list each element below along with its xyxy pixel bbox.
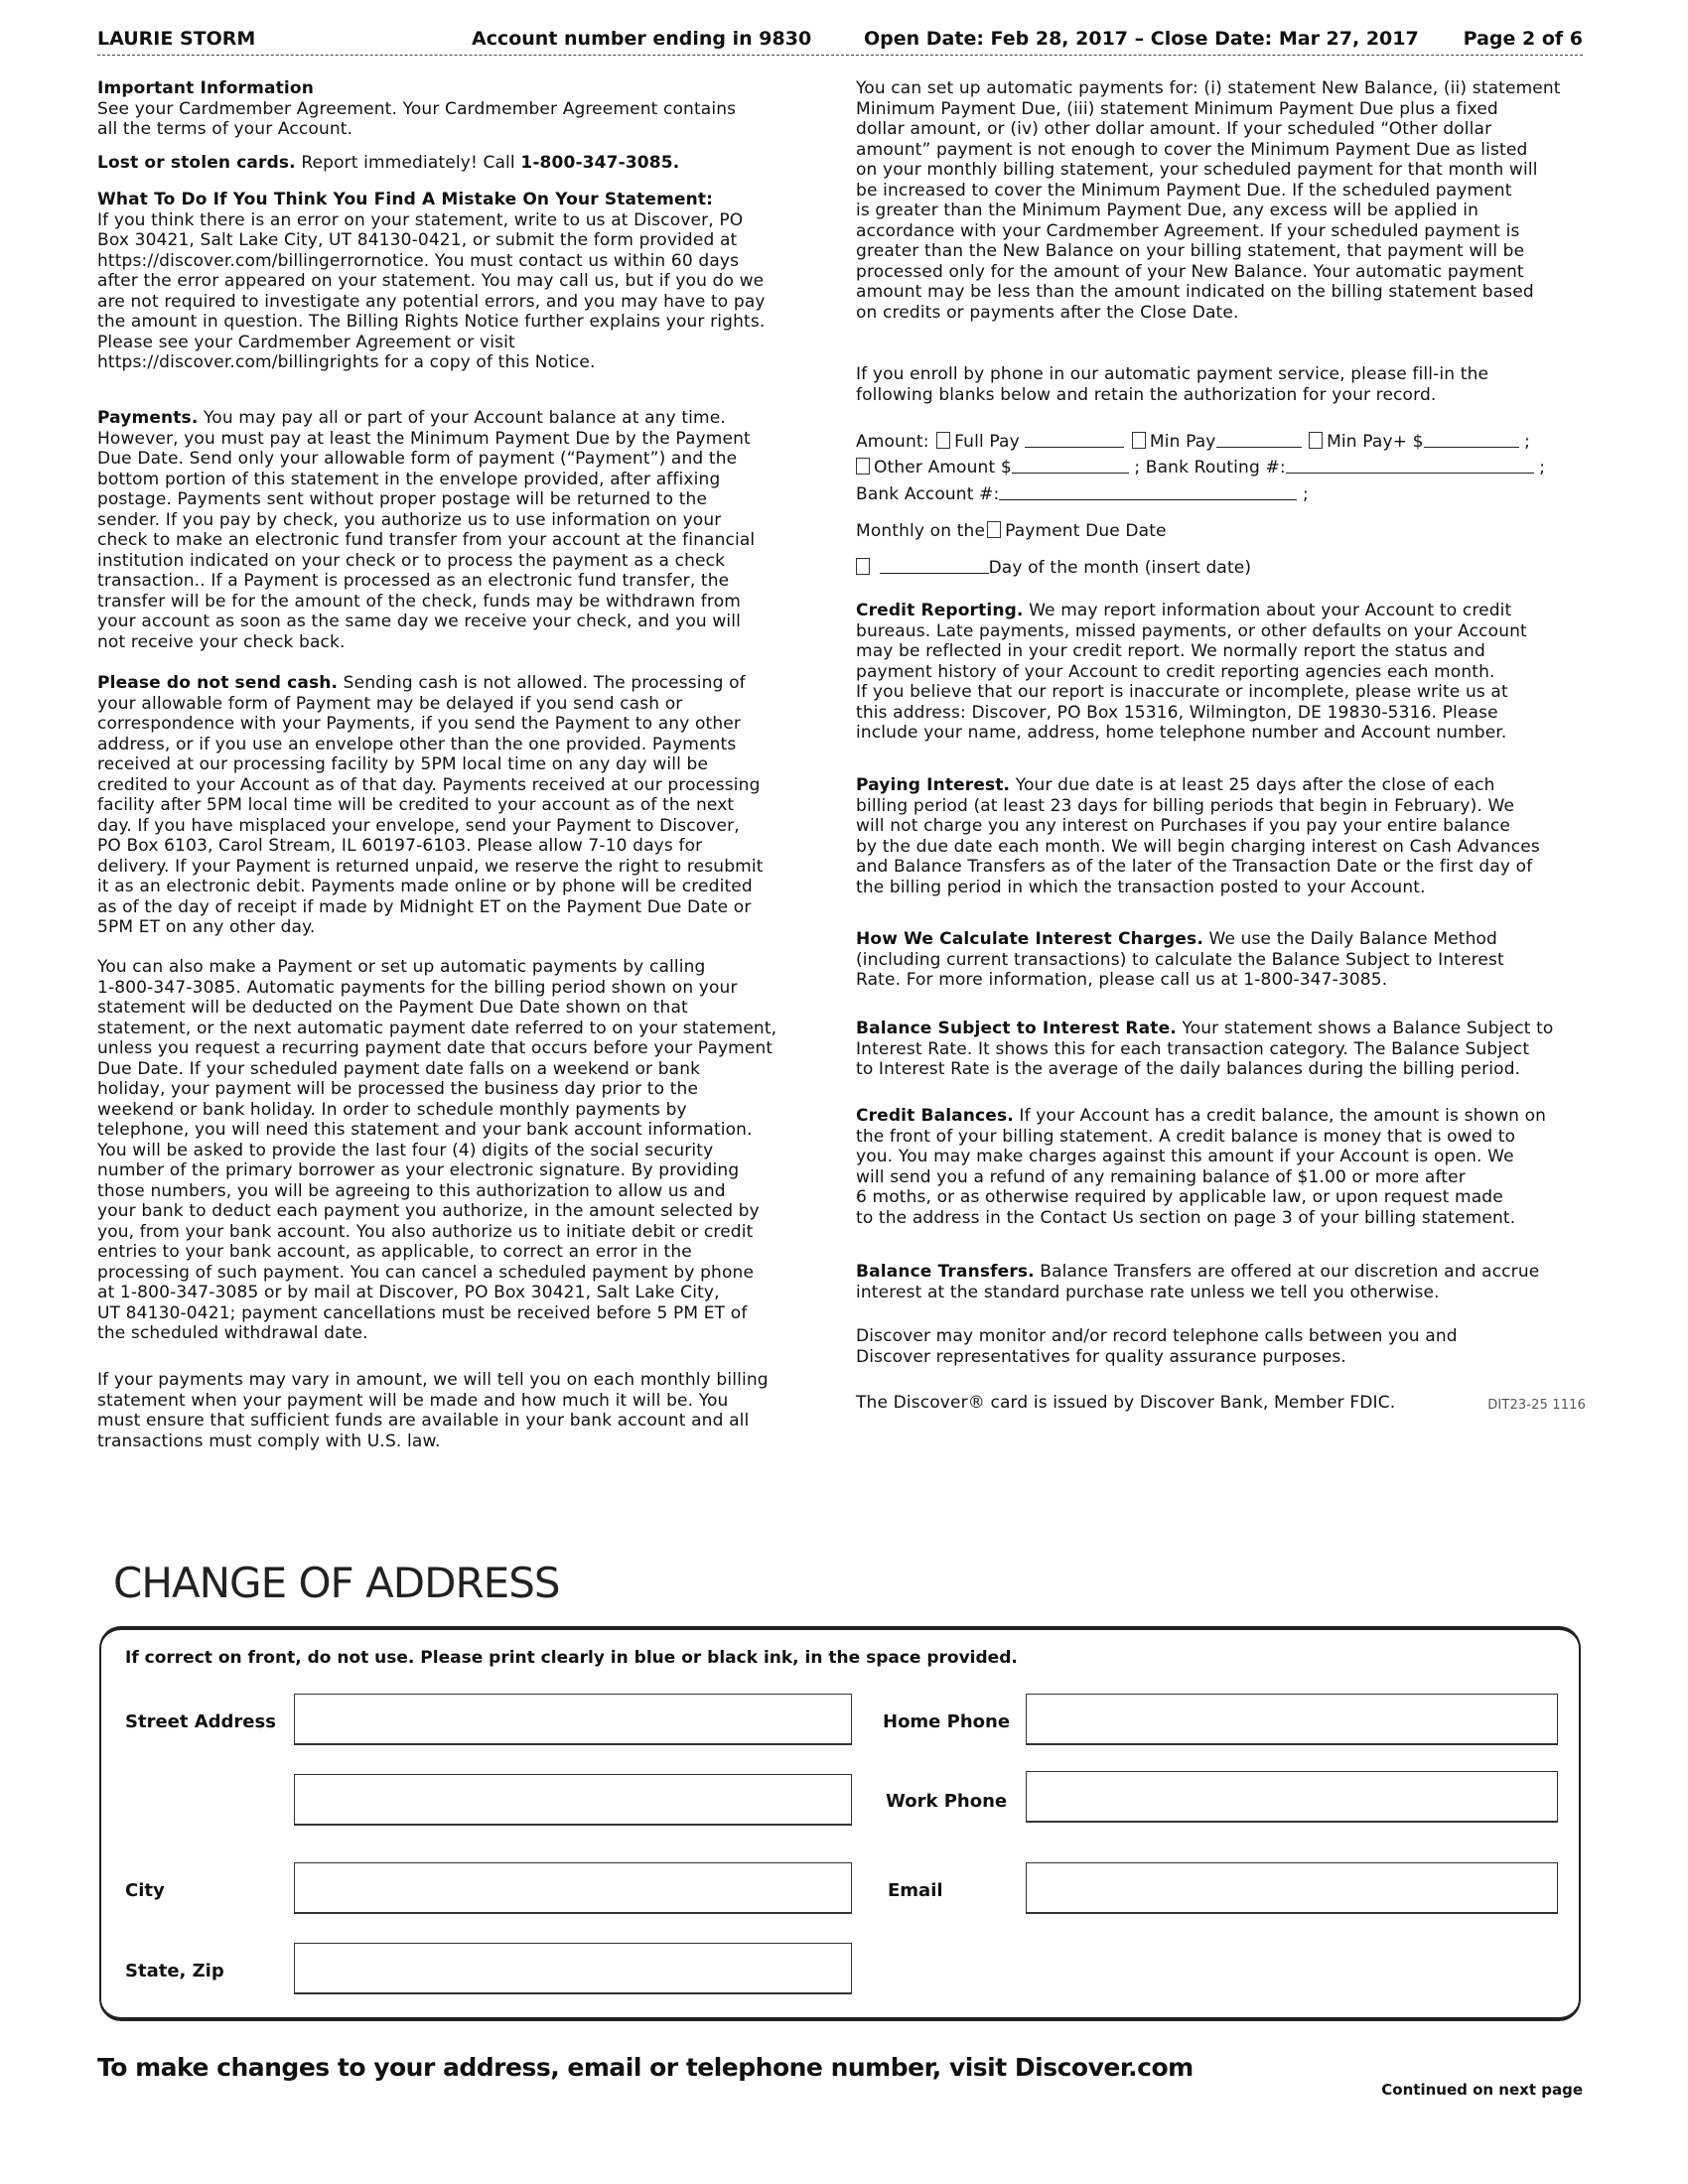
text-line — [97, 312, 822, 333]
line-text: If your Account has a credit balance, the amount is shown on — [1013, 1106, 1547, 1126]
separator: ; — [1524, 432, 1531, 452]
form-instructions: If correct on front, do not use. Please print clearly in blue or black ink, in the space provided. — [125, 1648, 1018, 1668]
issuer-note: The Discover® card is issued by Discover Bank, Member FDIC. — [856, 1393, 1396, 1413]
phone-number: 1-800-347-3085. — [520, 153, 680, 173]
text-line — [856, 775, 1586, 796]
line-text: the amount in question. The Billing Rights Notice further explains your rights. — [97, 312, 766, 332]
street-address-input-1[interactable] — [294, 1694, 852, 1745]
monthly-on-label: Monthly on the — [856, 521, 986, 541]
line-text: after the error appeared on your statement. You may call us, but if you do we — [97, 271, 765, 291]
line-text: statement will be deducted on the Payment Due Date shown on that — [97, 998, 688, 1018]
text-line — [97, 1059, 822, 1080]
line-text: processing of such payment. You can cancel a scheduled payment by phone — [97, 1262, 755, 1283]
line-text: See your Cardmember Agreement. Your Cardmember Agreement contains — [97, 98, 737, 119]
line-text: Report immediately! Call — [295, 153, 521, 173]
line-text: those numbers, you will be agreeing to this authorization to allow us and — [97, 1180, 726, 1201]
text-line — [97, 1160, 822, 1181]
text-line — [856, 1167, 1586, 1188]
text-line — [856, 1283, 1586, 1303]
line-text: you, from your bank account. You also authorize us to initiate debit or credit — [97, 1221, 754, 1242]
other-amount-blank[interactable] — [1012, 459, 1129, 474]
email-label: Email — [888, 1880, 943, 1901]
line-text: You can set up automatic payments for: (i) statement New Balance, (ii) statement — [856, 78, 1561, 98]
min-pay-blank[interactable] — [1216, 433, 1302, 448]
autopay-other-line — [856, 458, 1586, 478]
autopay-bank-account-line — [856, 484, 1586, 505]
line-text: bureaus. Late payments, missed payments, or other defaults on your Account — [856, 620, 1527, 641]
visit-discover-note: To make changes to your address, email or telephone number, visit Discover.com — [97, 2053, 1194, 2082]
text-line — [97, 551, 822, 572]
text-line — [856, 201, 1586, 221]
payment-due-date-label: Payment Due Date — [1005, 521, 1167, 541]
line-text: transaction.. If a Payment is processed as an electronic fund transfer, the — [97, 571, 730, 591]
paragraph — [97, 1370, 822, 1451]
text-line — [97, 632, 822, 653]
text-line — [97, 775, 822, 796]
min-pay-label: Min Pay — [1149, 432, 1216, 452]
paragraph-heading: Credit Reporting. — [856, 601, 1024, 620]
line-text: include your name, address, home telephone number and Account number. — [856, 723, 1507, 743]
work-phone-input[interactable] — [1026, 1771, 1558, 1823]
text-line — [97, 292, 822, 313]
city-input[interactable] — [294, 1862, 852, 1914]
line-text: bottom portion of this statement in the envelope provided, after affixing — [97, 469, 721, 489]
line-text: https://discover.com/billingrights for a copy of this Notice. — [97, 352, 596, 372]
line-text: as of the day of receipt if made by Midnight ET on the Payment Due Date or — [97, 896, 752, 917]
line-text: and Balance Transfers as of the later of the Transaction Date or the first day of — [856, 857, 1533, 877]
text-line — [856, 723, 1586, 744]
line-text: holiday, your payment will be processed the business day prior to the — [97, 1079, 699, 1099]
min-pay-plus-checkbox[interactable] — [1309, 432, 1323, 449]
text-line — [97, 352, 822, 373]
text-line — [856, 160, 1586, 181]
line-text: 6 moths, or as otherwise required by applicable law, or upon request made — [856, 1187, 1503, 1207]
text-line — [97, 489, 822, 510]
text-line — [97, 1100, 822, 1121]
min-pay-plus-blank[interactable] — [1424, 433, 1519, 448]
text-line — [856, 641, 1586, 662]
text-line — [856, 1039, 1586, 1060]
line-text: Interest Rate. It shows this for each transaction category. The Balance Subject — [856, 1038, 1530, 1059]
line-text: unless you request a recurring payment date that occurs before your Payment — [97, 1038, 774, 1058]
line-text: dollar amount, or (iv) other dollar amount. If your scheduled “Other dollar — [856, 119, 1492, 139]
line-text: will send you a refund of any remaining balance of $1.00 or more after — [856, 1166, 1466, 1187]
line-text: all the terms of your Account. — [97, 119, 353, 139]
line-text: the scheduled withdrawal date. — [97, 1323, 368, 1343]
separator: ; — [1539, 458, 1546, 478]
header-divider — [97, 55, 1583, 56]
paragraph-heading: Lost or stolen cards. — [97, 153, 296, 173]
text-line — [97, 1411, 822, 1432]
bank-account-label: Bank Account #: — [856, 484, 1000, 504]
line-text: PO Box 6103, Carol Stream, IL 60197-6103. Please allow 7-10 days for — [97, 836, 703, 856]
text-line — [856, 140, 1586, 161]
line-text: Box 30421, Salt Lake City, UT 84130-0421, or submit the form provided at — [97, 230, 738, 250]
line-text: to Interest Rate is the average of the daily balances during the billing period. — [856, 1059, 1521, 1079]
line-text: your allowable form of Payment may be delayed if you send cash or — [97, 693, 683, 714]
line-text: at 1-800-347-3085 or by mail at Discover, PO Box 30421, Salt Lake City, — [97, 1283, 720, 1302]
text-line — [97, 592, 822, 613]
text-line — [97, 1038, 822, 1059]
line-text: may be reflected in your credit report. We normally report the status and — [856, 641, 1485, 661]
bank-routing-label: ; Bank Routing #: — [1134, 458, 1286, 478]
email-input[interactable] — [1026, 1862, 1558, 1914]
account-number: Account number ending in 9830 — [472, 28, 812, 50]
line-text: 5PM ET on any other day. — [97, 917, 316, 937]
paragraph-heading: Paying Interest. — [856, 775, 1011, 795]
line-text: Sending cash is not allowed. The processing of — [338, 673, 746, 693]
text-line — [856, 262, 1586, 283]
paragraph — [856, 1326, 1586, 1367]
line-text: by the due date each month. We will begin charging interest on Cash Advances — [856, 836, 1540, 857]
line-text: statement when your payment will be made and how much it will be. You — [97, 1390, 729, 1411]
text-line — [97, 470, 822, 490]
text-line — [856, 816, 1586, 837]
text-line — [856, 385, 1586, 406]
text-line — [856, 1106, 1586, 1127]
line-text: We may report information about your Account to credit — [1023, 601, 1512, 620]
page-number: Page 2 of 6 — [1463, 28, 1583, 50]
text-line — [97, 530, 822, 551]
state-zip-label: State, Zip — [125, 1961, 224, 1981]
paragraph — [856, 364, 1586, 405]
line-text: payment history of your Account to credit reporting agencies each month. — [856, 661, 1495, 682]
street-address-input-2[interactable] — [294, 1774, 852, 1826]
line-text: will not charge you any interest on Purchases if you pay your entire balance — [856, 816, 1511, 836]
text-line — [97, 714, 822, 735]
paragraph — [856, 78, 1586, 323]
paragraph — [97, 78, 822, 140]
text-line — [97, 877, 822, 897]
text-line — [856, 364, 1586, 385]
amount-label: Amount: — [856, 432, 929, 452]
line-text: this address: Discover, PO Box 15316, Wilmington, DE 19830-5316. Please — [856, 702, 1498, 723]
line-text: correspondence with your Payments, if you send the Payment to any other — [97, 714, 741, 734]
line-text: You can also make a Payment or set up automatic payments by calling — [97, 957, 706, 977]
line-text: Your statement shows a Balance Subject to — [1176, 1019, 1554, 1038]
text-line — [856, 1127, 1586, 1148]
text-line — [97, 99, 822, 120]
line-text: you. You may make charges against this amount if your Account is open. We — [856, 1147, 1514, 1166]
text-line — [97, 816, 822, 837]
text-line — [97, 1222, 822, 1243]
text-line — [97, 694, 822, 715]
payment-due-date-checkbox[interactable] — [987, 521, 1001, 538]
text-line — [97, 957, 822, 978]
paragraph — [97, 408, 822, 652]
text-line — [97, 119, 822, 140]
paragraph-heading: Important Information — [97, 78, 314, 98]
text-line — [97, 251, 822, 272]
text-line — [856, 119, 1586, 140]
text-line — [856, 837, 1586, 858]
text-line — [97, 429, 822, 450]
text-line — [97, 978, 822, 999]
city-label: City — [125, 1880, 165, 1901]
line-text: If you think there is an error on your statement, write to us at Discover, PO — [97, 209, 744, 230]
full-pay-label: Full Pay — [954, 432, 1020, 452]
text-line — [97, 1303, 822, 1324]
separator: ; — [1302, 484, 1309, 504]
text-line — [856, 950, 1586, 971]
line-text: your account as soon as the same day we receive your check, and you will — [97, 612, 742, 631]
line-text: Your due date is at least 25 days after the close of each — [1010, 775, 1495, 795]
min-pay-plus-label: Min Pay+ $ — [1327, 432, 1424, 452]
line-text: (including current transactions) to calculate the Balance Subject to Interest — [856, 949, 1504, 970]
min-pay-checkbox[interactable] — [1132, 432, 1146, 449]
text-line — [856, 621, 1586, 642]
full-pay-blank[interactable] — [1025, 433, 1124, 448]
line-text: credited to your Account as of that day. Payments received at our processing — [97, 774, 761, 795]
line-text: Please see your Cardmember Agreement or visit — [97, 332, 515, 352]
text-line — [97, 1201, 822, 1222]
bank-account-blank[interactable] — [999, 485, 1297, 500]
text-line — [97, 571, 822, 592]
line-text: amount” payment is not enough to cover the Minimum Payment Due as listed — [856, 139, 1528, 160]
line-text: delivery. If your Payment is returned unpaid, we reserve the right to resubmit — [97, 856, 764, 877]
paragraph — [856, 601, 1586, 744]
text-line — [856, 796, 1586, 817]
text-line — [97, 153, 822, 174]
text-line — [856, 1347, 1586, 1368]
line-text: sender. If you pay by check, you authorize us to use information on your — [97, 509, 722, 530]
text-line — [97, 836, 822, 857]
text-line — [97, 1019, 822, 1039]
other-amount-checkbox[interactable] — [856, 458, 870, 475]
line-text: You may pay all or part of your Account balance at any time. — [198, 408, 726, 428]
line-text: Due Date. If your scheduled payment date falls on a weekend or bank — [97, 1058, 701, 1079]
street-address-label: Street Address — [125, 1711, 276, 1732]
autopay-amount-line — [856, 432, 1586, 453]
day-of-month-label: Day of the month (insert date) — [988, 558, 1252, 578]
line-text: Balance Transfers are offered at our discretion and accrue — [1034, 1262, 1540, 1282]
text-line — [856, 1187, 1586, 1208]
text-line — [97, 1263, 822, 1284]
line-text: check to make an electronic fund transfer from your account at the financial — [97, 530, 756, 550]
home-phone-input[interactable] — [1026, 1694, 1558, 1745]
line-text: postage. Payments sent without proper postage will be returned to the — [97, 489, 708, 509]
line-text: Due Date. Send only your allowable form of payment (“Payment”) and the — [97, 449, 738, 469]
line-text: the front of your billing statement. A credit balance is money that is owed to — [856, 1126, 1516, 1147]
text-line — [97, 1242, 822, 1263]
line-text: are not required to investigate any potential errors, and you may have to pay — [97, 291, 766, 312]
line-text: must ensure that sufficient funds are available in your bank account and all — [97, 1411, 750, 1431]
text-line — [856, 929, 1586, 950]
line-text: https://discover.com/billingerrornotice. You must contact us within 60 days — [97, 250, 740, 271]
heading-line — [97, 78, 822, 99]
bank-routing-blank[interactable] — [1286, 459, 1534, 474]
line-text: transfer will be for the amount of the check, funds may be withdrawn from — [97, 591, 741, 612]
line-text: If you enroll by phone in our automatic payment service, please fill-in the — [856, 364, 1489, 384]
paragraph — [97, 190, 822, 373]
line-text: UT 84130-0421; payment cancellations must be received before 5 PM ET of — [97, 1302, 748, 1323]
line-text: be increased to cover the Minimum Payment Due. If the scheduled payment — [856, 180, 1512, 201]
text-line — [97, 673, 822, 694]
paragraph — [856, 1262, 1586, 1302]
text-line — [856, 282, 1586, 303]
text-line — [97, 1120, 822, 1141]
text-line — [97, 510, 822, 531]
paragraph — [856, 1019, 1586, 1080]
line-text: to the address in the Contact Us section on page 3 of your billing statement. — [856, 1207, 1516, 1228]
text-line — [97, 1079, 822, 1100]
statement-dates: Open Date: Feb 28, 2017 – Close Date: Mar 27, 2017 — [864, 28, 1419, 50]
line-text: interest at the standard purchase rate unless we tell you otherwise. — [856, 1282, 1440, 1302]
text-line — [856, 601, 1586, 621]
text-line — [97, 612, 822, 632]
line-text: entries to your bank account, as applicable, to correct an error in the — [97, 1242, 692, 1262]
line-text: billing period (at least 23 days for billing periods that begin in February). We — [856, 795, 1515, 816]
paragraph — [97, 673, 822, 938]
line-text: telephone, you will need this statement and your bank account information. — [97, 1120, 753, 1140]
line-text: Minimum Payment Due, (iii) statement Minimum Payment Due plus a fixed — [856, 98, 1498, 119]
text-line — [97, 795, 822, 816]
text-line — [97, 1181, 822, 1202]
text-line — [97, 1370, 822, 1391]
text-line — [97, 210, 822, 231]
continued-note: Continued on next page — [1381, 2081, 1583, 2099]
line-text: your bank to deduct each payment you authorize, in the amount selected by — [97, 1201, 760, 1221]
paragraph-heading: Credit Balances. — [856, 1106, 1014, 1126]
text-line — [97, 1391, 822, 1412]
line-text: We use the Daily Balance Method — [1202, 929, 1497, 949]
other-amount-label: Other Amount $ — [874, 458, 1012, 478]
line-text: greater than the New Balance on your billing statement, that payment will be — [856, 241, 1525, 261]
text-line — [856, 857, 1586, 878]
line-text: address, or if you use an envelope other than the one provided. Payments — [97, 734, 737, 754]
paragraph-heading: Please do not send cash. — [97, 673, 339, 693]
line-text: However, you must pay at least the Minimum Payment Due by the Payment — [97, 428, 751, 449]
work-phone-label: Work Phone — [886, 1791, 1008, 1812]
text-line — [97, 230, 822, 251]
paragraph — [856, 1106, 1586, 1228]
line-text: facility after 5PM local time will be credited to your account as of the next — [97, 795, 735, 815]
paragraph — [856, 775, 1586, 897]
line-text: Discover representatives for quality assurance purposes. — [856, 1346, 1346, 1367]
text-line — [856, 241, 1586, 262]
text-line — [97, 1141, 822, 1161]
day-of-month-blank[interactable] — [880, 559, 989, 574]
line-text: institution indicated on your check or to process the payment as a check — [97, 550, 726, 571]
paragraph-heading: How We Calculate Interest Charges. — [856, 929, 1203, 949]
paragraph — [97, 957, 822, 1344]
text-line — [97, 857, 822, 878]
text-line — [97, 897, 822, 918]
line-text: following blanks below and retain the authorization for your record. — [856, 384, 1437, 405]
line-text: If you believe that our report is inaccurate or incomplete, please write us at — [856, 682, 1508, 702]
line-text: not receive your check back. — [97, 631, 346, 652]
text-line — [856, 1262, 1586, 1283]
text-line — [856, 662, 1586, 683]
text-line — [856, 703, 1586, 724]
line-text: 1-800-347-3085. Automatic payments for the billing period shown on your — [97, 977, 738, 998]
paragraph — [97, 153, 822, 174]
text-line — [97, 1283, 822, 1303]
text-line — [97, 449, 822, 470]
line-text: processed only for the amount of your New Balance. Your automatic payment — [856, 261, 1524, 282]
text-line — [97, 998, 822, 1019]
text-line — [97, 754, 822, 775]
line-text: amount may be less than the amount indicated on the billing statement based — [856, 282, 1534, 302]
line-text: transactions must comply with U.S. law. — [97, 1431, 441, 1451]
text-line — [856, 221, 1586, 242]
line-text: is greater than the Minimum Payment Due, any excess will be applied in — [856, 201, 1478, 220]
full-pay-checkbox[interactable] — [936, 432, 950, 449]
text-line — [856, 78, 1586, 99]
paragraph-heading: Payments. — [97, 408, 199, 428]
text-line — [97, 271, 822, 292]
line-text: If your payments may vary in amount, we will tell you on each monthly billing — [97, 1370, 769, 1390]
line-text: on credits or payments after the Close Date. — [856, 302, 1239, 323]
change-of-address-title: CHANGE OF ADDRESS — [113, 1559, 560, 1607]
heading-line — [97, 190, 822, 210]
home-phone-label: Home Phone — [883, 1711, 1011, 1732]
line-text: number of the primary borrower as your electronic signature. By providing — [97, 1160, 740, 1180]
line-text: day. If you have misplaced your envelope, send your Payment to Discover, — [97, 815, 740, 836]
text-line — [97, 735, 822, 755]
text-line — [856, 1059, 1586, 1080]
text-line — [97, 1323, 822, 1344]
text-line — [97, 917, 822, 938]
line-text: weekend or bank holiday. In order to schedule monthly payments by — [97, 1099, 687, 1120]
text-line — [856, 1147, 1586, 1167]
text-line — [856, 970, 1586, 991]
paragraph-heading: Balance Subject to Interest Rate. — [856, 1019, 1177, 1038]
line-text: it as an electronic debit. Payments made online or by phone will be credited — [97, 877, 753, 896]
line-text: received at our processing facility by 5PM local time on any day will be — [97, 754, 709, 774]
cardmember-name: LAURIE STORM — [97, 28, 256, 50]
text-line — [856, 1326, 1586, 1347]
text-line — [856, 1208, 1586, 1229]
text-line — [856, 878, 1586, 898]
line-text: on your monthly billing statement, your scheduled payment for that month will — [856, 160, 1538, 180]
line-text: statement, or the next automatic payment date referred to on your statement, — [97, 1018, 777, 1038]
text-line — [856, 181, 1586, 202]
line-text: Discover may monitor and/or record telephone calls between you and — [856, 1326, 1458, 1346]
issuer-note-line — [856, 1393, 1586, 1417]
text-line — [856, 303, 1586, 324]
paragraph — [856, 929, 1586, 991]
state-zip-input[interactable] — [294, 1943, 852, 1994]
paragraph-heading: Balance Transfers. — [856, 1262, 1035, 1282]
autopay-monthly-line — [856, 521, 1586, 542]
text-line — [97, 1432, 822, 1452]
text-line — [97, 333, 822, 353]
line-text: You will be asked to provide the last four (4) digits of the social security — [97, 1140, 714, 1160]
text-line — [856, 1019, 1586, 1039]
autopay-day-line — [856, 558, 1586, 579]
line-text: accordance with your Cardmember Agreement. If your scheduled payment is — [856, 220, 1520, 241]
line-text: the billing period in which the transaction posted to your Account. — [856, 877, 1426, 897]
day-of-month-checkbox[interactable] — [856, 558, 870, 575]
text-line — [856, 682, 1586, 703]
text-line — [856, 99, 1586, 120]
line-text: Rate. For more information, please call us at 1-800-347-3085. — [856, 970, 1388, 990]
form-code: DIT23-25 1116 — [1487, 1398, 1586, 1413]
paragraph-heading: What To Do If You Think You Find A Mistake On Your Statement: — [97, 190, 714, 209]
text-line — [97, 408, 822, 429]
